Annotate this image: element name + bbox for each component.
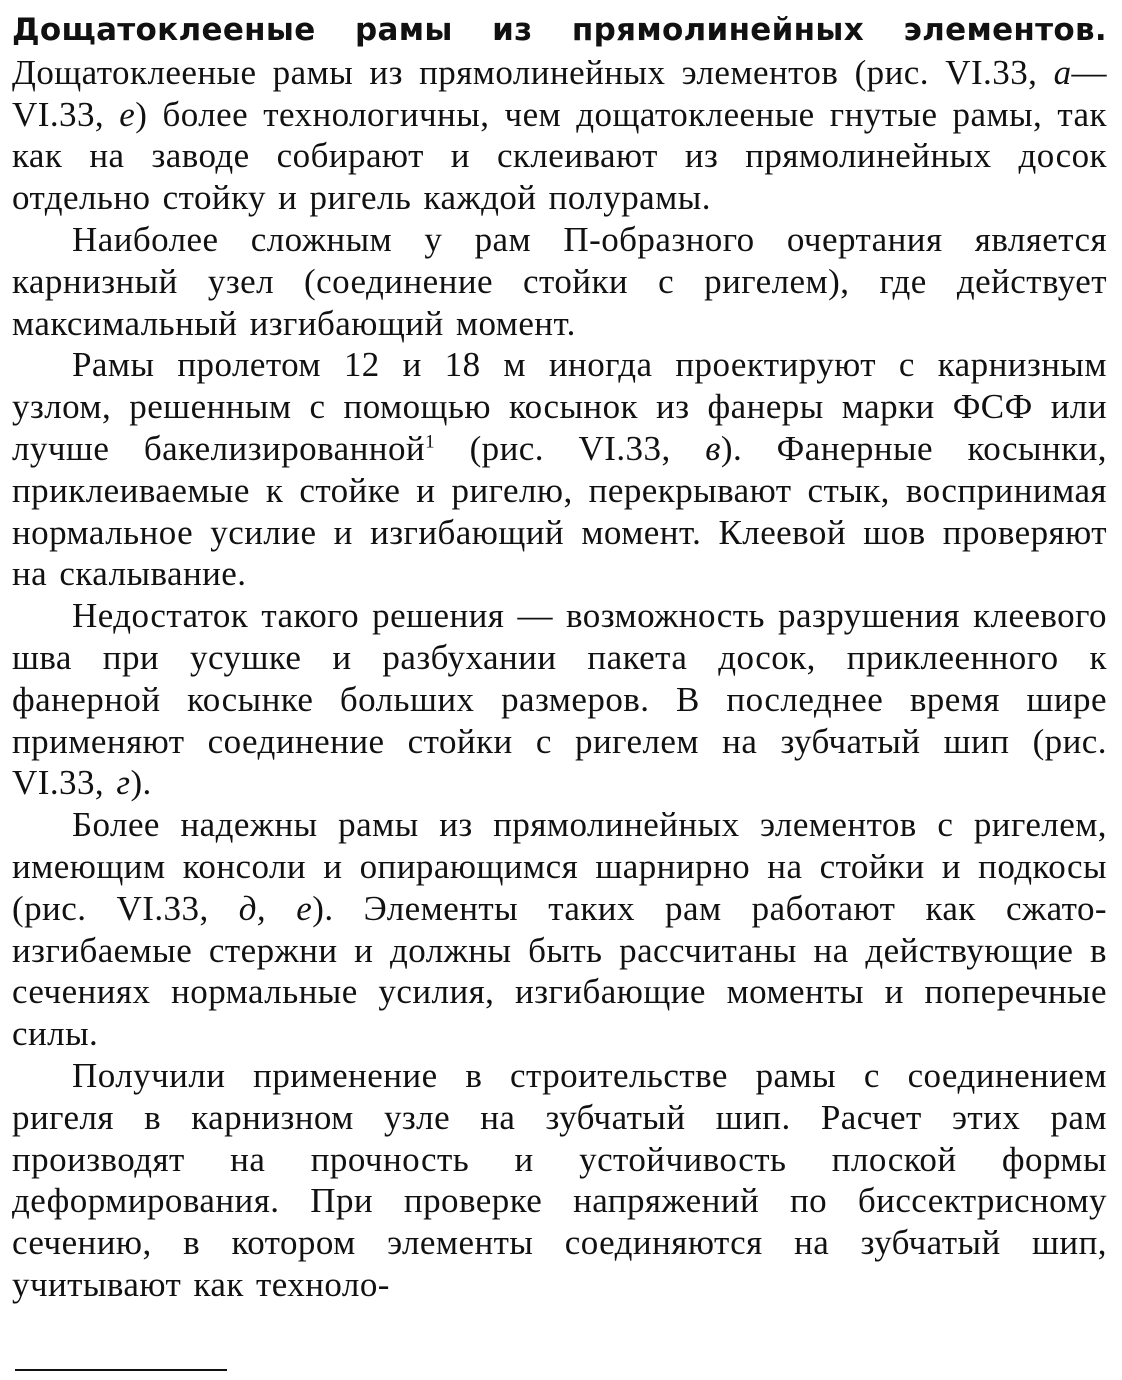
footnote-marker: 1 [425, 431, 436, 453]
paragraph-6: Получили применение в строительстве рамы с соединением ригеля в карнизном узле на зубчатый шип. Расчет этих рам производят на прочность и устойчивость плоской формы деформирования. При проверке напряжений по биссектрисному сечению, в котором элементы соединяются на зубчатый шип, учитывают как техноло- [12, 1055, 1107, 1304]
paragraph-4-text-a: Недостаток такого решения — возможность разрушения клеевого шва при усушке и разбухании пакета досок, приклеенного к фанерной косынке больших размеров. В последнее время шире применяют соединение стойки с ригелем на зубчатый шип (рис. VI.33, [12, 596, 1107, 803]
paragraph-5-text-b: ). Элементы таких рам работают как сжато-изгибаемые стержни и должны быть рассчитаны на действующие в сечениях нормальные усилия, изгибающие моменты и поперечные силы. [12, 888, 1108, 1054]
figure-ref-g: г [116, 763, 131, 803]
figure-ref-d-e: д, е [238, 888, 313, 928]
figure-ref-v: в [705, 428, 721, 468]
paragraph-1-text-a: Дощатоклееные рамы из прямолинейных элементов (рис. VI.33, [12, 52, 1054, 92]
paragraph-1 [12, 8, 1107, 219]
paragraph-3 [12, 344, 1107, 595]
section-run-in-title: Дощатоклееные рамы из прямолинейных элементов. [12, 12, 1107, 48]
paragraph-1-text-b: —VI.33, [12, 52, 1107, 134]
paragraph-3-text-b: (рис. VI.33, [435, 428, 706, 468]
paragraph-4 [12, 595, 1107, 804]
paragraph-5 [12, 804, 1107, 1055]
figure-ref-e: е [119, 94, 136, 134]
document-page [12, 8, 1107, 1306]
paragraph-5-text-a: Более надежны рамы из прямолинейных элементов с ригелем, имеющим консоли и опирающимся шарнирно на стойки и подкосы (рис. VI.33, [12, 805, 1107, 928]
paragraph-3-text-a: Рамы пролетом 12 и 18 м иногда проектируют с карнизным узлом, решенным с помощью косынок из фанеры марки ФСФ или лучше бакелизированной [12, 345, 1107, 468]
footnote-separator-line [15, 1369, 227, 1371]
paragraph-4-text-b: ). [130, 763, 152, 803]
figure-ref-a: а [1053, 52, 1072, 92]
paragraph-3-text-c: ). Фанерные косынки, приклеиваемые к стойке и ригелю, перекрывают стык, воспринимая нормальное усилие и изгибающий момент. Клеевой шов проверяют на скалывание. [12, 428, 1107, 594]
paragraph-2: Наиболее сложным у рам П-образного очертания является карнизный узел (соединение стойки с ригелем), где действует максимальный изгибающий момент. [12, 219, 1107, 343]
paragraph-1-text-c: ) более технологичны, чем дощатоклееные гнутые рамы, так как на заводе собирают и склеивают из прямолинейных досок отдельно стойку и ригель каждой полурамы. [12, 94, 1107, 218]
